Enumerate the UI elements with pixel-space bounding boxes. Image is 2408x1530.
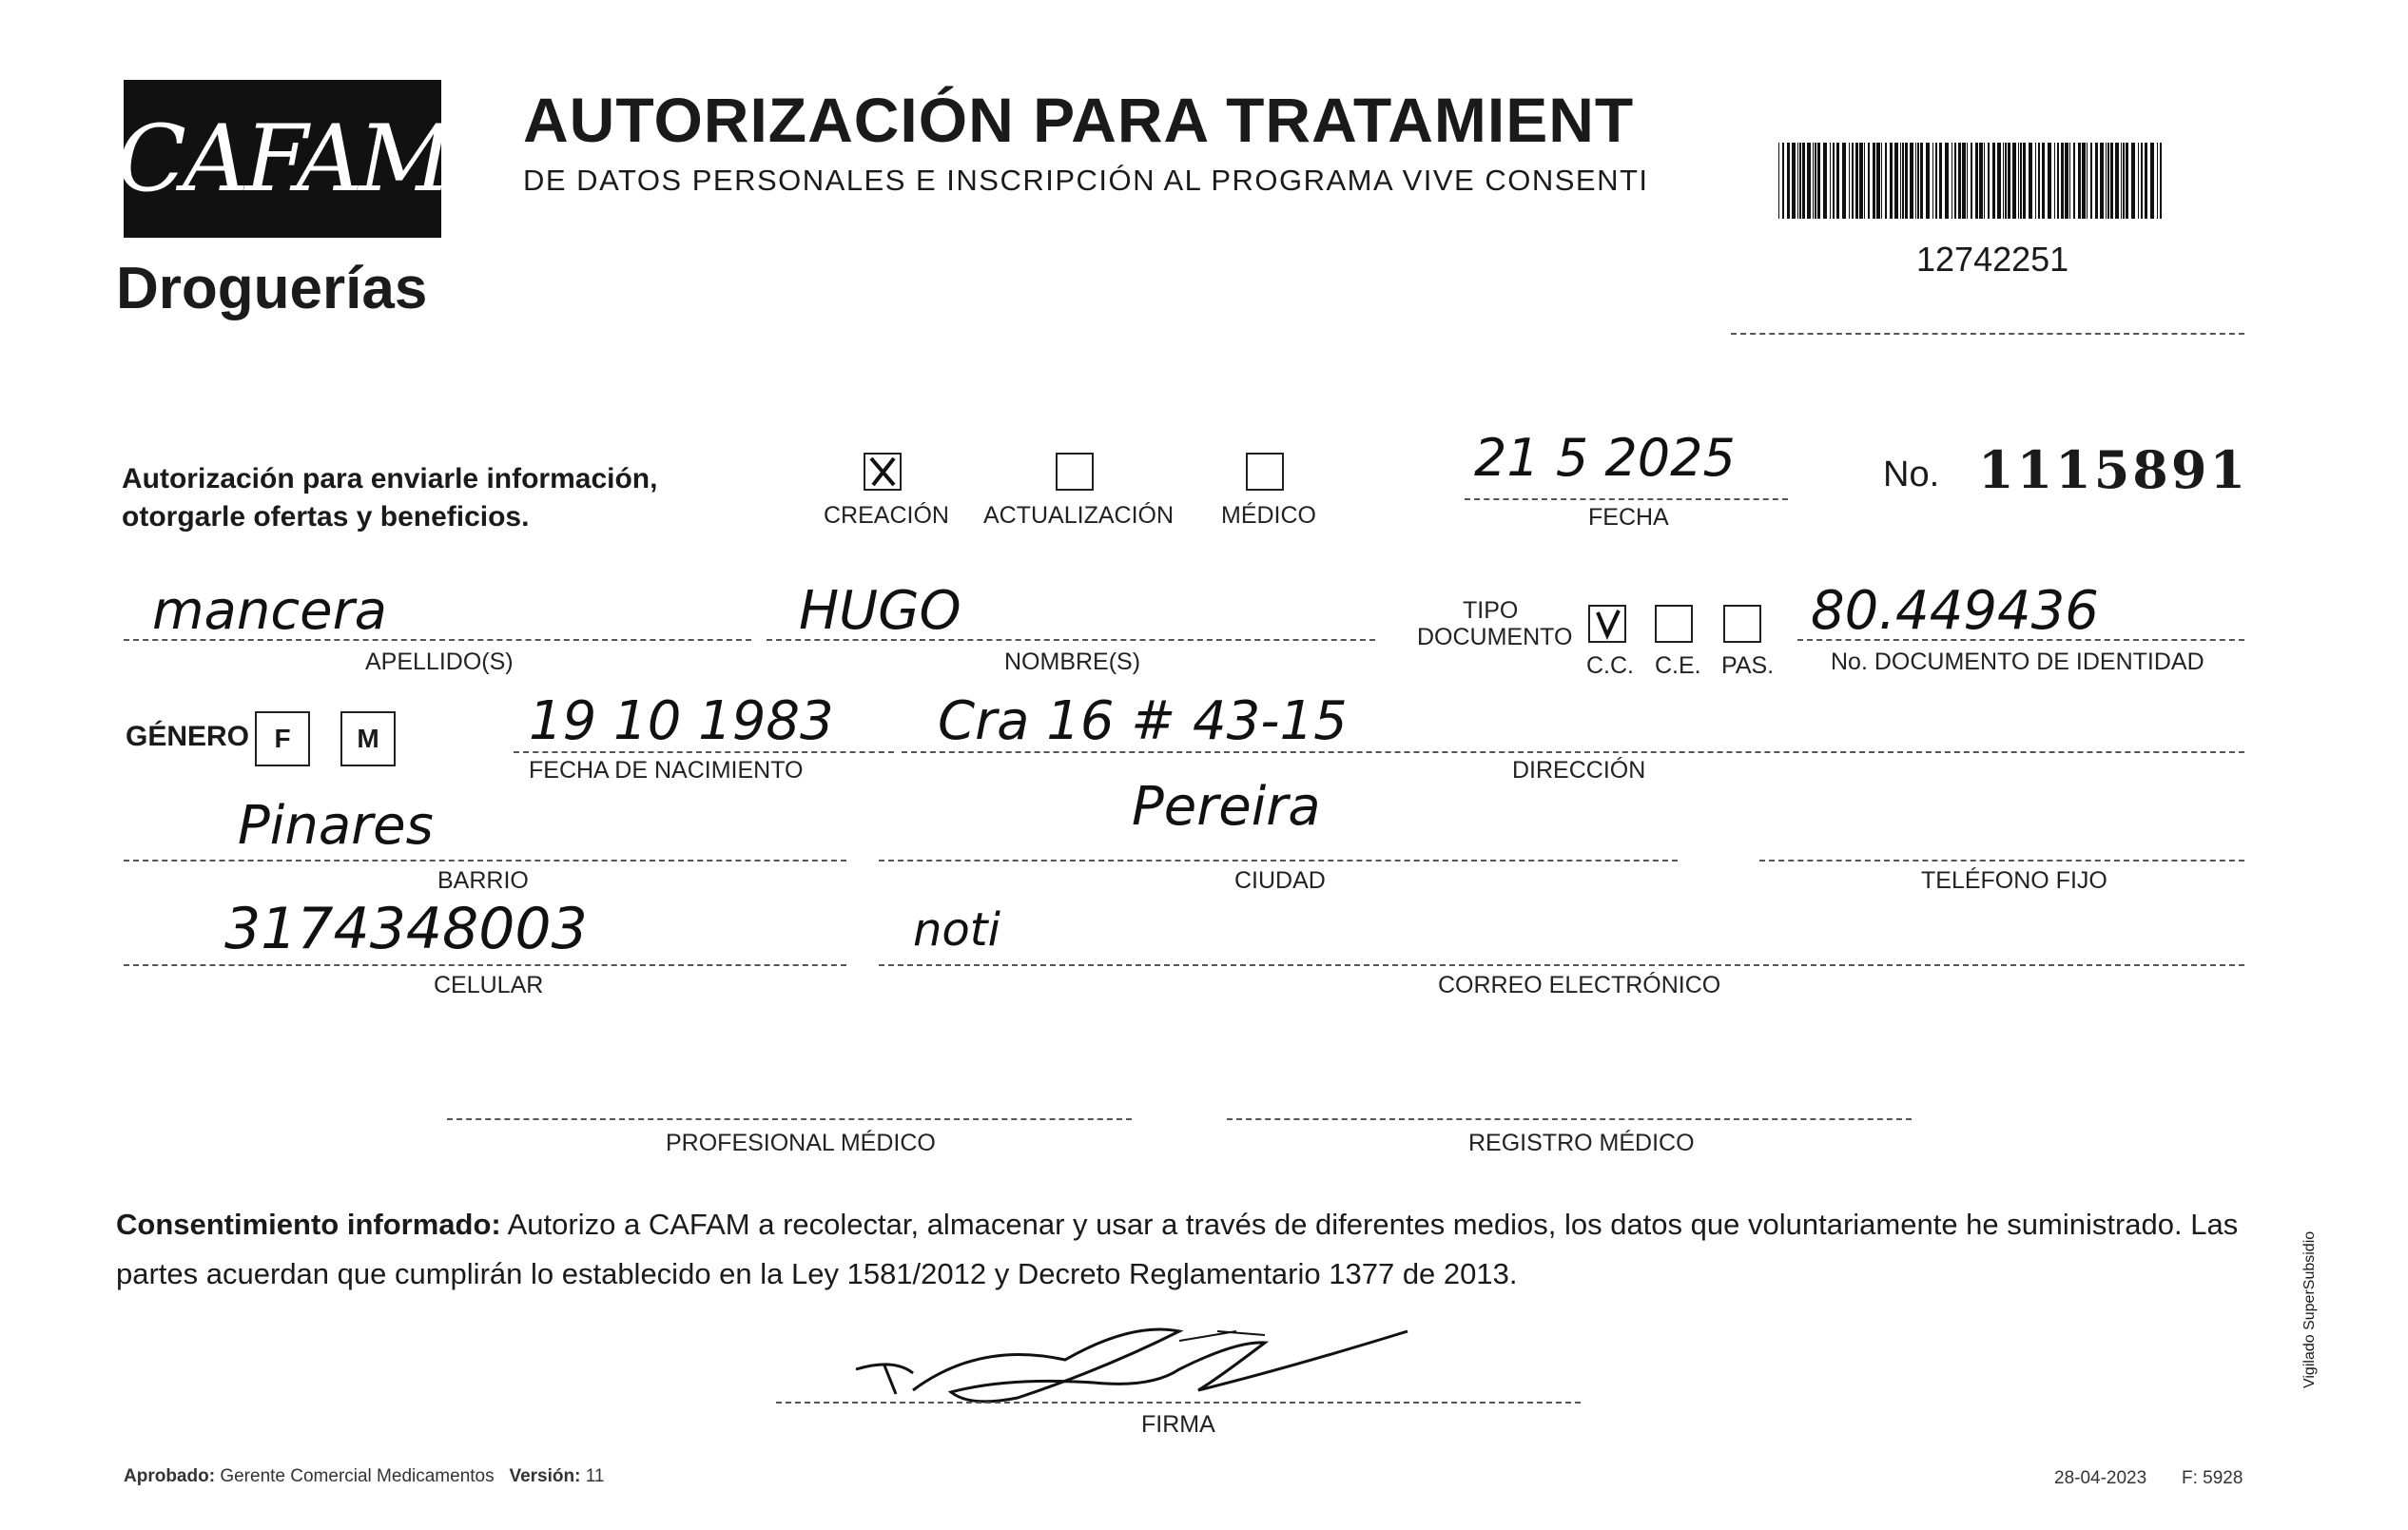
barcode-bar (2054, 143, 2055, 219)
signature (837, 1303, 1427, 1417)
barcode-bar (2018, 143, 2019, 219)
apellido-value: mancera (152, 580, 387, 642)
barcode-bar (2073, 143, 2075, 219)
barcode-bar (2029, 143, 2032, 219)
barcode-bar (1799, 143, 1801, 219)
barcode-bar (2069, 143, 2070, 219)
barcode-bar (1894, 143, 1898, 219)
barcode-bar (1935, 143, 1937, 219)
barcode-bar (1971, 143, 1972, 219)
barcode-bar (2057, 143, 2059, 219)
barcode-bar (2107, 143, 2109, 219)
barcode-bar (2012, 143, 2016, 219)
barcode-bar (2141, 143, 2143, 219)
label-pas: PAS. (1721, 652, 1775, 679)
header-divider (1731, 333, 2244, 335)
barcode-bar (1910, 143, 1913, 219)
form-code: F: 5928 (2182, 1468, 2243, 1488)
authorization-line-2: otorgarle ofertas y beneficios. (122, 501, 530, 533)
authorization-line-1: Autorización para enviarle información, (122, 463, 658, 494)
barcode-bar (2020, 143, 2022, 219)
barcode-bar (1915, 143, 1916, 219)
form-number-label: No. (1883, 455, 1940, 494)
documento-line (1797, 639, 2244, 641)
direccion-value: Cra 16 # 43-15 (938, 690, 1348, 752)
barcode-bar (1842, 143, 1846, 219)
checkbox-creacion[interactable] (864, 453, 902, 491)
barcode-bar (2095, 143, 2098, 219)
registro-line (1227, 1118, 1912, 1120)
genero-label: GÉNERO (126, 721, 250, 752)
barcode-bar (1864, 143, 1865, 219)
barcode-bar (1876, 143, 1880, 219)
barcode-bar (1988, 143, 1990, 219)
barcode-bar (1932, 143, 1933, 219)
barcode-bar (2106, 143, 2107, 219)
barrio-line (124, 860, 846, 862)
checkbox-cc[interactable] (1588, 605, 1626, 643)
nacimiento-label: FECHA DE NACIMIENTO (529, 757, 804, 784)
barcode-bar (2042, 143, 2045, 219)
barcode-bar (1890, 143, 1893, 219)
barcode (1777, 143, 2165, 219)
barcode-bar (1979, 143, 1983, 219)
nombre-label: NOMBRE(S) (1004, 649, 1141, 675)
barcode-bar (2100, 143, 2104, 219)
tipo-label: TIPO (1463, 597, 1519, 624)
nacimiento-value: 19 10 1983 (529, 690, 834, 752)
barcode-bar (1967, 143, 1968, 219)
barcode-bar (2160, 143, 2162, 219)
form-subtitle: DE DATOS PERSONALES E INSCRIPCIÓN AL PROGRAMA VIVE CONSENTI (523, 164, 1649, 197)
fecha-value: 21 5 2025 (1474, 428, 1736, 488)
barcode-bar (1958, 143, 1961, 219)
consent-paragraph (116, 1200, 2256, 1299)
barcode-bar (2065, 143, 2068, 219)
telefono-label: TELÉFONO FIJO (1921, 867, 2107, 894)
profesional-line (447, 1118, 1132, 1120)
barcode-bar (2061, 143, 2064, 219)
label-actualizacion: ACTUALIZACIÓN (983, 502, 1175, 529)
version-value: 11 (585, 1466, 605, 1486)
barcode-bar (1778, 143, 1779, 219)
barcode-bar (1885, 143, 1887, 219)
barrio-value: Pinares (238, 795, 434, 857)
firma-label: FIRMA (1141, 1411, 1215, 1438)
barcode-bar (2082, 143, 2086, 219)
barcode-bar (1836, 143, 1839, 219)
barcode-bar (1855, 143, 1858, 219)
barcode-bar (2126, 143, 2128, 219)
barcode-bar (2038, 143, 2040, 219)
barcode-bar (2003, 143, 2004, 219)
vigilado-label: Vigilado SuperSubsidio (2301, 1230, 2318, 1388)
direccion-label: DIRECCIÓN (1512, 757, 1646, 784)
firma-line (776, 1402, 1581, 1404)
barcode-bar (1902, 143, 1904, 219)
barcode-bar (1881, 143, 1882, 219)
fecha-line (1465, 498, 1788, 500)
barcode-bar (1797, 143, 1798, 219)
barcode-bar (1823, 143, 1827, 219)
correo-line (879, 964, 2244, 966)
fecha-label: FECHA (1588, 504, 1669, 531)
barcode-bar (1992, 143, 1995, 219)
barcode-bar (1815, 143, 1816, 219)
barcode-bar (2078, 143, 2081, 219)
telefono-line (1759, 860, 2244, 862)
apellido-line (124, 639, 751, 641)
label-ce: C.E. (1655, 652, 1701, 679)
label-medico: MÉDICO (1221, 502, 1316, 529)
ciudad-label: CIUDAD (1234, 867, 1326, 894)
barcode-bar (1975, 143, 1978, 219)
checkbox-ce[interactable] (1655, 605, 1693, 643)
approval-note (124, 1466, 604, 1487)
checkbox-medico[interactable] (1246, 453, 1284, 491)
barcode-bar (2150, 143, 2154, 219)
barcode-bar (2087, 143, 2088, 219)
barcode-bar (1868, 143, 1870, 219)
check-mark-icon (865, 455, 900, 489)
barcode-bar (2145, 143, 2147, 219)
barcode-bar (1817, 143, 1820, 219)
nombre-line (767, 639, 1375, 641)
documento-label: No. DOCUMENTO DE IDENTIDAD (1831, 649, 2204, 675)
documento-value: 80.449436 (1811, 580, 2099, 642)
barcode-bar (1954, 143, 1956, 219)
barcode-bar (1873, 143, 1875, 219)
barcode-bar (1962, 143, 1966, 219)
check-mark-icon (1590, 607, 1624, 641)
barcode-bar (1920, 143, 1923, 219)
aprobado-value: Gerente Comercial Medicamentos (220, 1466, 495, 1486)
documento-type-label: DOCUMENTO (1417, 624, 1573, 650)
barcode-bar (1945, 143, 1949, 219)
barcode-bar (1792, 143, 1796, 219)
nombre-value: HUGO (799, 580, 961, 642)
barcode-bar (1939, 143, 1942, 219)
barcode-bar (1917, 143, 1919, 219)
barcode-bar (2157, 143, 2158, 219)
nacimiento-line (514, 751, 894, 753)
barcode-bar (2048, 143, 2051, 219)
label-cc: C.C. (1586, 652, 1634, 679)
barcode-bar (1926, 143, 1930, 219)
barcode-number: 12742251 (1916, 240, 2069, 279)
barcode-bar (2131, 143, 2135, 219)
barcode-bar (1833, 143, 1835, 219)
form-title: AUTORIZACIÓN PARA TRATAMIENT (523, 85, 1635, 155)
registro-label: REGISTRO MÉDICO (1468, 1130, 1695, 1156)
correo-label: CORREO ELECTRÓNICO (1438, 972, 1721, 998)
celular-value: 3174348003 (224, 896, 588, 962)
checkbox-actualizacion[interactable] (1056, 453, 1094, 491)
aprobado-label: Aprobado: (124, 1466, 216, 1486)
cafam-logo: CAFAM (124, 80, 441, 238)
barcode-bar (1905, 143, 1908, 219)
vigilado-text (2301, 1198, 2340, 1407)
barcode-bar (1787, 143, 1790, 219)
barcode-bar (2035, 143, 2036, 219)
correo-value: noti (913, 903, 1000, 957)
apellido-label: APELLIDO(S) (365, 649, 514, 675)
form-number: 1115891 (1978, 439, 2249, 500)
barcode-bar (2123, 143, 2125, 219)
barcode-bar (1900, 143, 1901, 219)
barcode-bar (1830, 143, 1831, 219)
consent-heading: Consentimiento informado: (116, 1208, 501, 1241)
genero-f-box[interactable] (255, 711, 310, 766)
barcode-bar (1807, 143, 1811, 219)
barcode-bar (1782, 143, 1784, 219)
profesional-label: PROFESIONAL MÉDICO (666, 1130, 936, 1156)
direccion-line (902, 751, 2244, 753)
barcode-bar (1852, 143, 1854, 219)
genero-m-box[interactable] (340, 711, 396, 766)
form-date: 28-04-2023 (2054, 1468, 2147, 1488)
barcode-bar (2115, 143, 2119, 219)
barcode-bar (1859, 143, 1863, 219)
authorization-text (122, 460, 787, 536)
ciudad-value: Pereira (1132, 776, 1321, 838)
barrio-label: BARRIO (437, 867, 529, 894)
barcode-bar (1849, 143, 1850, 219)
celular-line (124, 964, 846, 966)
barcode-bar (2138, 143, 2139, 219)
version-label: Versión: (509, 1466, 581, 1486)
label-creacion: CREACIÓN (824, 502, 949, 529)
barcode-bar (2110, 143, 2113, 219)
barcode-bar (2008, 143, 2010, 219)
barcode-bar (2023, 143, 2026, 219)
genero-f-label: F (274, 724, 291, 753)
ciudad-line (879, 860, 1678, 862)
barcode-bar (2121, 143, 2122, 219)
barcode-bar (2005, 143, 2007, 219)
barcode-bar (1813, 143, 1814, 219)
barcode-bar (2090, 143, 2092, 219)
celular-label: CELULAR (434, 972, 544, 998)
barcode-bar (1997, 143, 2001, 219)
checkbox-pas[interactable] (1723, 605, 1761, 643)
barcode-bar (1802, 143, 1805, 219)
barcode-bar (1984, 143, 1985, 219)
consent-text: Autorizo a CAFAM a recolectar, almacenar y usar a través de diferentes medios, los datos que voluntariamente he suministrado. Las partes acuerdan que cumplirán lo establecido en la Ley 1581/2012 y Decreto Reglamentario 1377 de 2013. (116, 1208, 2239, 1290)
logo-subtitle: Droguerías (116, 256, 428, 321)
genero-m-label: M (357, 724, 379, 753)
